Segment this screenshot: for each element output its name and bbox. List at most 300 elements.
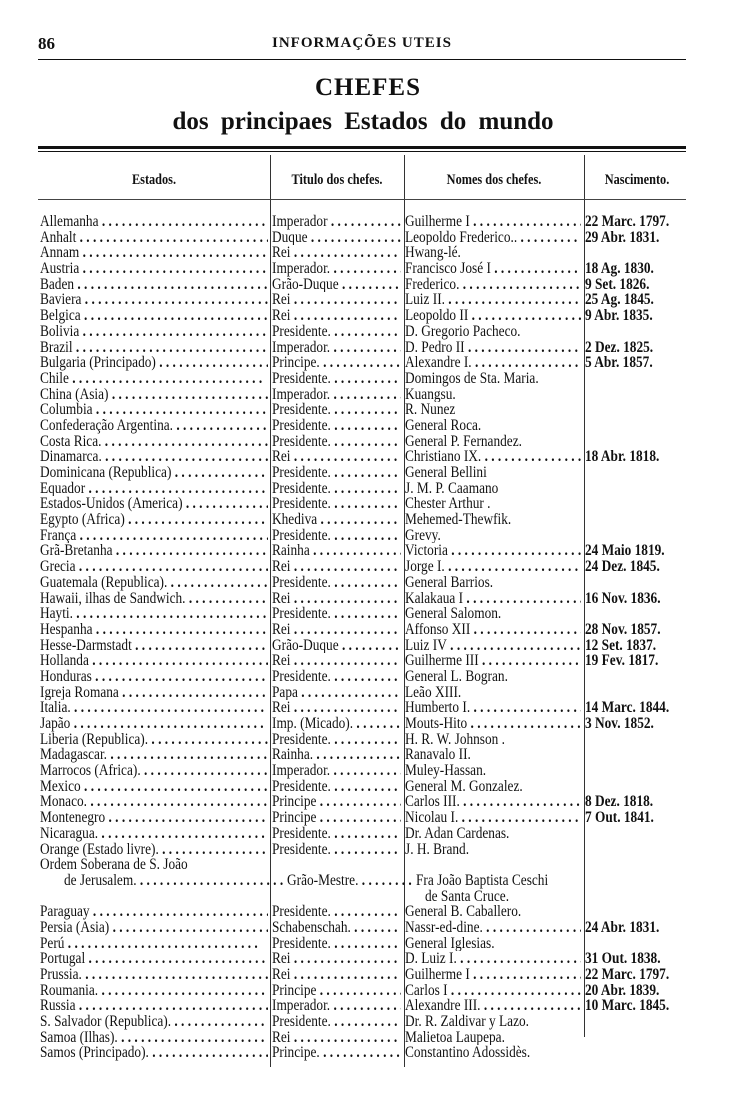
birth-cell — [581, 747, 690, 763]
birth-cell — [581, 559, 690, 575]
table-row — [40, 528, 690, 544]
title-double-rule — [38, 146, 686, 152]
title-cell-text: Principe . . . — [272, 794, 401, 810]
title-cell-text: Imperador. . . . — [272, 998, 401, 1014]
title-cell-text: Presidente. . . . — [272, 669, 401, 685]
state-cell — [40, 277, 268, 293]
state-cell-text: Belgica . . . — [40, 308, 268, 324]
name-cell — [401, 230, 581, 246]
name-cell — [401, 669, 581, 685]
state-cell — [40, 998, 268, 1014]
name-cell — [401, 277, 581, 293]
table-row — [40, 700, 690, 716]
title-cell-text: Presidente. . . . — [272, 826, 401, 842]
name-cell — [401, 512, 581, 528]
state-cell — [40, 685, 268, 701]
state-cell-text: França . . . — [40, 528, 268, 544]
state-cell — [40, 214, 268, 230]
name-cell-text: Mouts-Hito . . . — [405, 716, 581, 732]
title-cell — [268, 700, 401, 716]
birth-cell-text: 18 Abr. 1818. — [585, 449, 660, 465]
title-cell — [268, 245, 401, 261]
title-cell-text: Presidente. . . . — [272, 575, 401, 591]
title-cell-text: Principe . . . — [272, 810, 401, 826]
name-cell-text: Nassr-ed-dine. . . . — [405, 920, 581, 936]
state-cell-text: Baden . . . — [40, 277, 267, 293]
name-cell — [412, 873, 585, 889]
name-cell — [401, 261, 581, 277]
state-cell-text: Austria . . . — [40, 261, 268, 277]
name-cell-text: Humberto I. . . . — [405, 700, 581, 716]
title-cell-text: Rei . . . — [272, 700, 401, 716]
state-cell-text: Portugal . . . — [40, 951, 268, 967]
state-cell — [40, 794, 268, 810]
title-cell-text: Imperador. . . . — [272, 261, 401, 277]
state-cell — [40, 528, 268, 544]
table-row — [40, 967, 690, 983]
name-cell — [401, 606, 581, 622]
title-cell — [268, 434, 401, 450]
table-row — [40, 559, 690, 575]
title-cell — [268, 998, 401, 1014]
table-row — [40, 261, 690, 277]
title-cell — [268, 1030, 401, 1046]
state-cell-text: Anhalt . . . — [40, 230, 268, 246]
title-cell — [268, 324, 401, 340]
birth-cell — [581, 653, 690, 669]
name-cell-text: Fra João Baptista Ceschi — [415, 872, 548, 889]
state-cell — [40, 779, 268, 795]
title-cell — [268, 355, 401, 371]
title-cell — [268, 1045, 401, 1061]
state-cell-text: Samoa (Ilhas). . . . — [40, 1030, 268, 1046]
name-cell-text: Christiano IX. . . . — [405, 449, 581, 465]
name-cell-text: General Barrios. — [405, 574, 494, 591]
table-row — [40, 449, 690, 465]
title-cell — [268, 904, 401, 920]
title-cell — [268, 889, 401, 905]
name-cell-text: Victoria . . . — [405, 543, 581, 559]
birth-cell — [581, 277, 690, 293]
state-cell-text: Paraguay . . . — [40, 904, 268, 920]
title-cell-text: Presidente. . . . — [272, 779, 401, 795]
table-row — [40, 794, 690, 810]
birth-cell — [581, 998, 690, 1014]
state-cell — [40, 575, 268, 591]
name-cell-text: Carlos III. . . . — [405, 794, 581, 810]
state-cell-text: Italia. . . . — [40, 700, 264, 716]
name-cell — [401, 1030, 581, 1046]
birth-cell — [581, 528, 690, 544]
table-row — [40, 810, 690, 826]
title-cell — [268, 653, 401, 669]
name-cell — [401, 794, 581, 810]
title-cell — [268, 340, 401, 356]
table-row — [40, 857, 690, 873]
title-cell — [268, 951, 401, 967]
birth-cell — [581, 606, 690, 622]
birth-cell — [581, 732, 690, 748]
state-cell-text: Estados-Unidos (America) . . . — [40, 496, 268, 512]
state-cell — [40, 873, 283, 889]
title-cell — [268, 214, 401, 230]
state-cell — [40, 951, 268, 967]
title-cell-text: Grão-Mestre. . . . — [287, 873, 411, 889]
birth-cell — [581, 402, 690, 418]
birth-cell-text: 22 Marc. 1797. — [585, 214, 670, 230]
title-cell-text: Rei . . . — [272, 292, 401, 308]
page-subtitle: dos principaes Estados do mundo — [172, 108, 554, 135]
state-cell-text: Hollanda . . . — [40, 653, 268, 669]
birth-cell — [581, 810, 690, 826]
birth-cell-text: 25 Ag. 1845. — [585, 292, 654, 309]
state-cell — [40, 904, 268, 920]
title-cell — [268, 685, 401, 701]
name-cell — [401, 857, 581, 873]
table-row — [40, 685, 690, 701]
table-row — [40, 355, 690, 371]
name-cell — [401, 826, 581, 842]
name-cell — [401, 292, 581, 308]
birth-cell — [581, 575, 690, 591]
name-cell — [401, 904, 581, 920]
state-cell — [40, 387, 268, 403]
name-cell — [401, 591, 581, 607]
title-cell-text: Presidente. . . . — [272, 418, 401, 434]
name-cell-text: R. Nunez — [405, 402, 456, 418]
table-row — [40, 324, 690, 340]
birth-cell-text: 28 Nov. 1857. — [585, 621, 661, 638]
name-cell-text: Alexandre III. . . . — [405, 998, 581, 1014]
state-cell-text: Costa Rica. . . . — [40, 434, 268, 450]
state-cell — [40, 1030, 268, 1046]
title-cell — [268, 967, 401, 983]
birth-cell-text: 29 Abr. 1831. — [585, 229, 660, 246]
table-row — [40, 402, 690, 418]
state-cell-text: Hayti. . . . — [40, 606, 266, 622]
title-cell — [268, 591, 401, 607]
state-cell-text: Honduras . . . — [40, 669, 268, 685]
state-cell — [40, 1045, 268, 1061]
name-cell-text: D. Pedro II . . . — [405, 340, 581, 356]
state-cell — [40, 842, 268, 858]
state-cell — [40, 418, 268, 434]
name-cell-text: Chester Arthur . — [405, 496, 491, 513]
name-cell — [401, 700, 581, 716]
state-cell-text: Hespanha . . . — [40, 622, 268, 638]
running-header — [38, 34, 686, 56]
birth-cell — [581, 1014, 690, 1030]
title-cell — [268, 449, 401, 465]
birth-cell — [581, 324, 690, 340]
state-cell-text: Bulgaria (Principado) . . . — [40, 355, 268, 371]
state-cell-text: Mexico . . . — [40, 779, 268, 795]
title-cell-text: Rei . . . — [272, 622, 401, 638]
table-row — [40, 387, 690, 403]
name-cell-text: J. H. Brand. — [405, 841, 470, 858]
title-cell-text: Rei . . . — [272, 245, 401, 261]
state-cell — [40, 245, 268, 261]
table-row — [40, 826, 690, 842]
name-cell-text: J. M. P. Caamano — [405, 480, 499, 497]
name-cell — [401, 951, 581, 967]
name-cell — [401, 340, 581, 356]
title-cell — [268, 528, 401, 544]
title-cell-text: Grão-Duque . . . — [272, 277, 401, 293]
state-cell — [40, 732, 268, 748]
birth-cell-text: 24 Dez. 1845. — [585, 559, 660, 575]
name-cell — [401, 402, 581, 418]
birth-cell — [581, 230, 690, 246]
table-row — [40, 732, 690, 748]
name-cell-text: H. R. W. Johnson . — [405, 731, 506, 748]
birth-cell — [581, 245, 690, 261]
state-cell-text: Orange (Estado livre). . . . — [40, 842, 268, 858]
name-cell — [401, 967, 581, 983]
birth-cell-text: 20 Abr. 1839. — [585, 982, 660, 999]
title-cell — [268, 1014, 401, 1030]
state-cell — [40, 371, 268, 387]
birth-cell — [581, 763, 690, 779]
name-cell-text: Guilherme III . . . — [405, 653, 581, 669]
birth-cell-text: 18 Ag. 1830. — [585, 261, 654, 277]
birth-cell — [581, 685, 690, 701]
name-cell — [401, 434, 581, 450]
title-cell-text: Principe. . . . — [272, 355, 401, 371]
page-number: 86 — [38, 34, 55, 53]
birth-cell-text: 9 Abr. 1835. — [585, 308, 653, 324]
title-cell-text: Presidente. . . . — [272, 434, 401, 450]
name-cell-text: Dr. Adan Cardenas. — [405, 825, 510, 842]
table-row — [40, 669, 690, 685]
state-cell-text: Annam . . . — [40, 245, 268, 261]
birth-cell-text: 5 Abr. 1857. — [585, 355, 653, 371]
table-row — [40, 779, 690, 795]
title-cell-text: Imperador . . . — [272, 214, 401, 230]
table-row — [40, 653, 690, 669]
title-cell-text: Rei . . . — [272, 951, 401, 967]
table-row — [40, 747, 690, 763]
title-cell — [268, 543, 401, 559]
name-cell-text: Domingos de Sta. Maria. — [405, 370, 539, 387]
name-cell-text: Malietoa Laupepa. — [405, 1029, 505, 1046]
title-cell — [268, 402, 401, 418]
name-cell — [401, 998, 581, 1014]
title-cell-text: Rainha. . . . — [272, 747, 401, 763]
birth-cell — [581, 889, 690, 905]
name-cell-text: Leopoldo Frederico.. . . . — [405, 230, 581, 246]
birth-cell-text: 14 Marc. 1844. — [585, 700, 670, 716]
birth-cell — [581, 434, 690, 450]
title-cell-text: Grão-Duque . . . — [272, 638, 401, 654]
name-cell-text: Grevy. — [405, 527, 441, 544]
table-row — [40, 1014, 690, 1030]
title-cell-text: Schabenschah. . . . — [272, 920, 401, 936]
name-cell — [401, 324, 581, 340]
state-cell-text: Hawaii, ilhas de Sandwich. . . . — [40, 591, 268, 607]
state-cell-text: Roumania. . . . — [40, 983, 268, 999]
birth-cell — [581, 983, 690, 999]
title-cell — [268, 779, 401, 795]
state-cell-text: Grecia . . . — [40, 559, 268, 575]
birth-cell — [581, 700, 690, 716]
name-cell — [401, 308, 581, 324]
title-cell — [268, 857, 401, 873]
birth-cell — [581, 512, 690, 528]
state-cell-text: Dinamarca. . . . — [40, 449, 268, 465]
birth-cell-text: 3 Nov. 1852. — [585, 716, 654, 732]
name-cell — [401, 371, 581, 387]
name-cell-text: Guilherme I . . . — [405, 214, 581, 230]
table-row — [40, 591, 690, 607]
state-cell — [40, 308, 268, 324]
title-cell-text: Khediva . . . — [272, 512, 401, 528]
name-cell-text: D. Luiz I. . . . — [405, 951, 581, 967]
state-cell-text: Japão . . . — [40, 716, 264, 732]
title-cell-text: Presidente. . . . — [272, 904, 401, 920]
state-cell — [40, 983, 268, 999]
birth-cell-text: 2 Dez. 1825. — [585, 339, 654, 356]
state-cell — [40, 638, 268, 654]
title-cell — [268, 747, 401, 763]
name-cell — [401, 889, 581, 905]
table-row — [40, 1030, 690, 1046]
state-cell — [40, 622, 268, 638]
title-cell-text: Presidente. . . . — [272, 465, 401, 481]
header-rule — [38, 59, 686, 60]
name-cell — [401, 638, 581, 654]
birth-cell — [581, 496, 690, 512]
name-cell — [401, 245, 581, 261]
title-cell-text: Principe. . . . — [272, 1045, 401, 1061]
table-row — [40, 842, 690, 858]
table-row — [40, 214, 690, 230]
birth-cell — [581, 449, 690, 465]
birth-cell-text: 24 Abr. 1831. — [585, 919, 660, 936]
title-cell — [283, 873, 411, 889]
state-cell-text: Egypto (Africa) . . . — [40, 512, 268, 528]
state-cell — [40, 889, 268, 905]
birth-cell — [581, 967, 690, 983]
state-cell-text: de Jerusalem. . . . — [64, 873, 283, 889]
state-cell — [40, 434, 268, 450]
table-row — [40, 606, 690, 622]
birth-cell — [585, 873, 690, 889]
state-cell-text: Persia (Asia) . . . — [40, 920, 268, 936]
title-cell — [268, 732, 401, 748]
birth-cell — [581, 308, 690, 324]
table-row — [40, 936, 690, 952]
state-cell — [40, 230, 268, 246]
name-cell — [401, 543, 581, 559]
state-cell — [40, 261, 268, 277]
name-cell-text: General M. Gonzalez. — [405, 778, 523, 795]
title-cell — [268, 277, 401, 293]
chiefs-table — [40, 214, 690, 1061]
title-cell — [268, 622, 401, 638]
state-cell-text: Confederação Argentina. . . . — [40, 418, 268, 434]
state-cell-text: Columbia . . . — [40, 402, 268, 418]
table-row — [40, 340, 690, 356]
title-cell — [268, 763, 401, 779]
name-cell-text: Ranavalo II. — [405, 747, 471, 764]
title-cell-text: Presidente. . . . — [272, 496, 401, 512]
state-cell-text: Montenegro . . . — [40, 810, 268, 826]
title-cell-text: Principe . . . — [272, 983, 401, 999]
birth-cell — [581, 355, 690, 371]
title-cell — [268, 826, 401, 842]
title-cell-text: Presidente. . . . — [272, 371, 401, 387]
name-cell — [401, 1045, 581, 1061]
title-cell-text: Rei . . . — [272, 449, 401, 465]
name-cell-text: D. Gregorio Pacheco. — [405, 323, 521, 340]
birth-cell — [581, 936, 690, 952]
name-cell-text: de Santa Cruce. — [425, 888, 510, 905]
header-nascimento: Nascimento. — [604, 172, 670, 188]
birth-cell-text: 8 Dez. 1818. — [585, 794, 654, 811]
state-cell — [40, 669, 268, 685]
title-cell-text: Presidente. . . . — [272, 732, 401, 748]
page-title: CHEFES — [314, 74, 422, 101]
table-row — [40, 512, 690, 528]
state-cell — [40, 700, 268, 716]
title-cell — [268, 794, 401, 810]
table-row — [40, 920, 690, 936]
name-cell — [401, 920, 581, 936]
title-cell-text: Rei . . . — [272, 653, 401, 669]
title-cell — [268, 983, 401, 999]
running-title: INFORMAÇÕES UTEIS — [272, 35, 452, 51]
name-cell-text: Kalakaua I . . . — [405, 591, 581, 607]
title-cell-text: Rei . . . — [272, 559, 401, 575]
birth-cell — [581, 261, 690, 277]
name-cell-text: General L. Bogran. — [405, 668, 508, 685]
birth-cell — [581, 340, 690, 356]
name-cell-text: Dr. R. Zaldivar y Lazo. — [405, 1014, 530, 1030]
state-cell — [40, 653, 268, 669]
name-cell-text: Leopoldo II . . . — [405, 308, 581, 324]
table-row — [40, 308, 690, 324]
name-cell — [401, 387, 581, 403]
state-cell-text: Chile . . . — [40, 371, 262, 387]
name-cell-text: Luiz II. . . . — [405, 292, 581, 308]
state-cell-text: Guatemala (Republica). . . . — [40, 575, 268, 591]
name-cell — [401, 496, 581, 512]
birth-cell — [581, 857, 690, 873]
birth-cell — [581, 465, 690, 481]
header-titulo: Titulo dos chefes. — [291, 172, 383, 188]
title-cell — [268, 292, 401, 308]
state-cell-text: Equador . . . — [40, 481, 268, 497]
state-cell-text: Nicaragua. . . . — [40, 826, 268, 842]
birth-cell — [581, 543, 690, 559]
title-cell-text: Imperador. . . . — [272, 387, 401, 403]
name-cell-text: Francisco José I . . . — [405, 261, 581, 277]
table-row — [40, 230, 690, 246]
table-row — [40, 575, 690, 591]
title-cell — [268, 559, 401, 575]
state-cell-text: Hesse-Darmstadt . . . — [40, 638, 268, 654]
name-cell — [401, 779, 581, 795]
table-row — [40, 245, 690, 261]
birth-cell — [581, 826, 690, 842]
title-cell-text: Presidente. . . . — [272, 481, 401, 497]
table-row — [40, 638, 690, 654]
state-cell — [40, 355, 268, 371]
state-cell — [40, 340, 268, 356]
birth-cell-text: 7 Out. 1841. — [585, 810, 654, 826]
name-cell-text: General Bellini — [405, 465, 487, 481]
